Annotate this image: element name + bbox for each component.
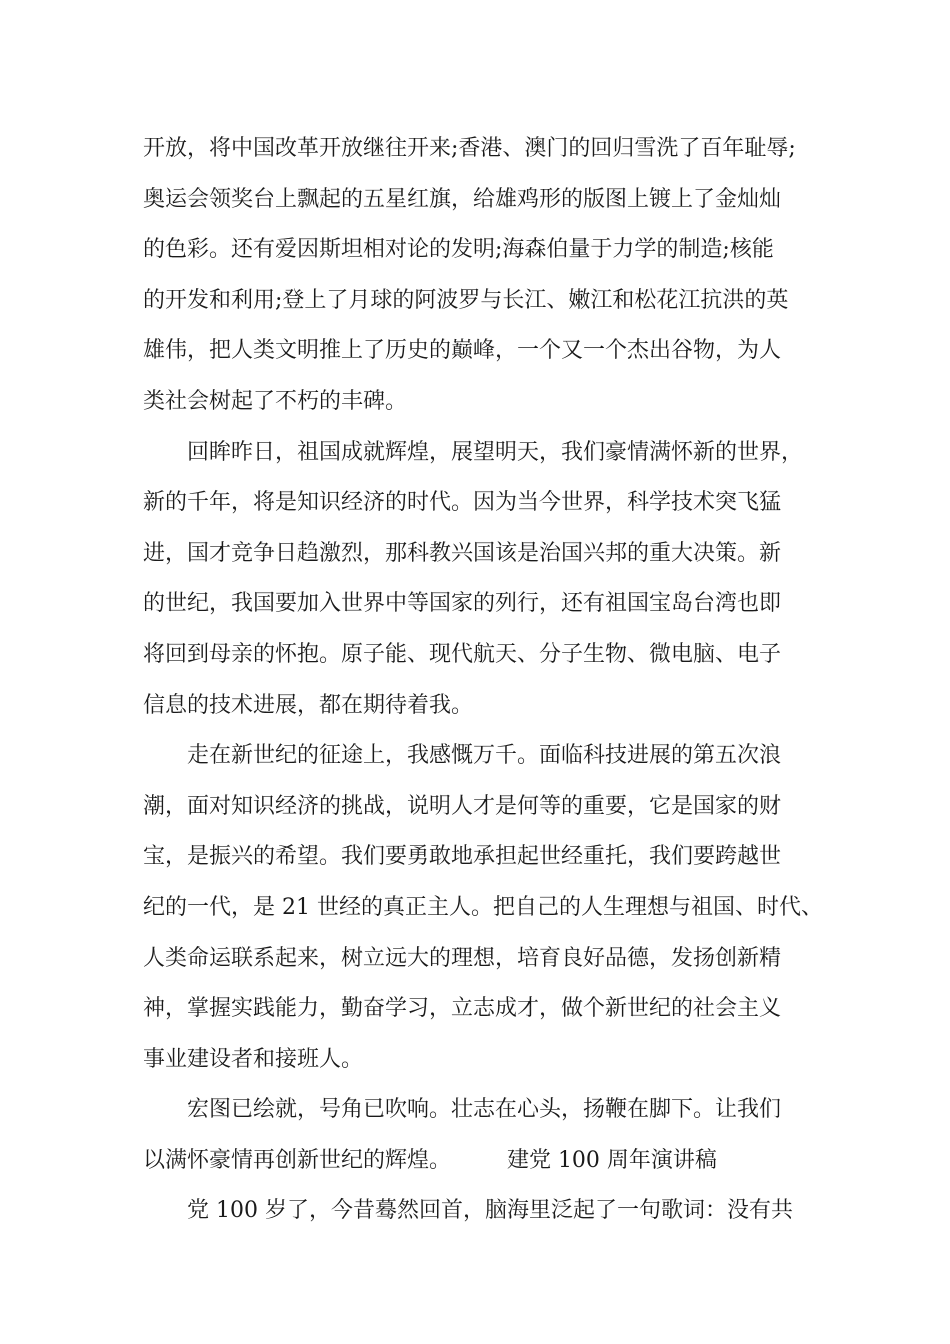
text-line: 的开发和利用;登上了月球的阿波罗与长江、嫩江和松花江抗洪的英 (143, 287, 789, 313)
paragraph-first-line: 党 100 岁了，今昔蓦然回首，脑海里泛起了一句歌词：没有共 (187, 1198, 793, 1224)
paragraph-first-line: 走在新世纪的征途上，我感慨万千。面临科技进展的第五次浪 (187, 743, 782, 769)
text-line: 雄伟，把人类文明推上了历史的巅峰，一个又一个杰出谷物，为人 (143, 338, 782, 364)
text-line: 将回到母亲的怀抱。原子能、现代航天、分子生物、微电脑、电子 (143, 641, 782, 667)
text-line: 以满怀豪情再创新世纪的辉煌。 建党 100 周年演讲稿 (143, 1147, 717, 1173)
text-line: 类社会树起了不朽的丰碑。 (143, 388, 408, 414)
text-line: 进，国才竞争日趋激烈，那科教兴国该是治国兴邦的重大决策。新 (143, 540, 782, 566)
text-line: 神，掌握实践能力，勤奋学习，立志成才，做个新世纪的社会主义 (143, 996, 782, 1022)
text-line: 新的千年，将是知识经济的时代。因为当今世界，科学技术突飞猛 (143, 490, 782, 516)
text-line: 事业建设者和接班人。 (143, 1046, 364, 1072)
text-line: 奥运会领奖台上飘起的五星红旗，给雄鸡形的版图上镀上了金灿灿 (143, 186, 782, 212)
text-line: 的世纪，我国要加入世界中等国家的列行，还有祖国宝岛台湾也即 (143, 591, 782, 617)
text-line: 纪的一代，是 21 世经的真正主人。把自己的人生理想与祖国、时代、 (143, 894, 823, 920)
paragraph-first-line: 宏图已绘就，号角已吹响。壮志在心头，扬鞭在脚下。让我们 (187, 1097, 782, 1123)
body-text (143, 124, 823, 1237)
text-line: 开放，将中国改革开放继往开来;香港、澳门的回归雪洗了百年耻辱; (143, 136, 796, 161)
text-line: 潮，面对知识经济的挑战，说明人才是何等的重要，它是国家的财 (143, 793, 782, 819)
paragraph-first-line: 回眸昨日，祖国成就辉煌，展望明天，我们豪情满怀新的世界， (187, 439, 804, 465)
text-line: 信息的技术进展，都在期待着我。 (143, 692, 474, 718)
text-line: 人类命运联系起来，树立远大的理想，培育良好品德，发扬创新精 (143, 945, 782, 971)
text-line: 宝，是振兴的希望。我们要勇敢地承担起世经重托，我们要跨越世 (143, 844, 782, 870)
text-line: 的色彩。还有爱因斯坦相对论的发明;海森伯量于力学的制造;核能 (143, 237, 774, 263)
